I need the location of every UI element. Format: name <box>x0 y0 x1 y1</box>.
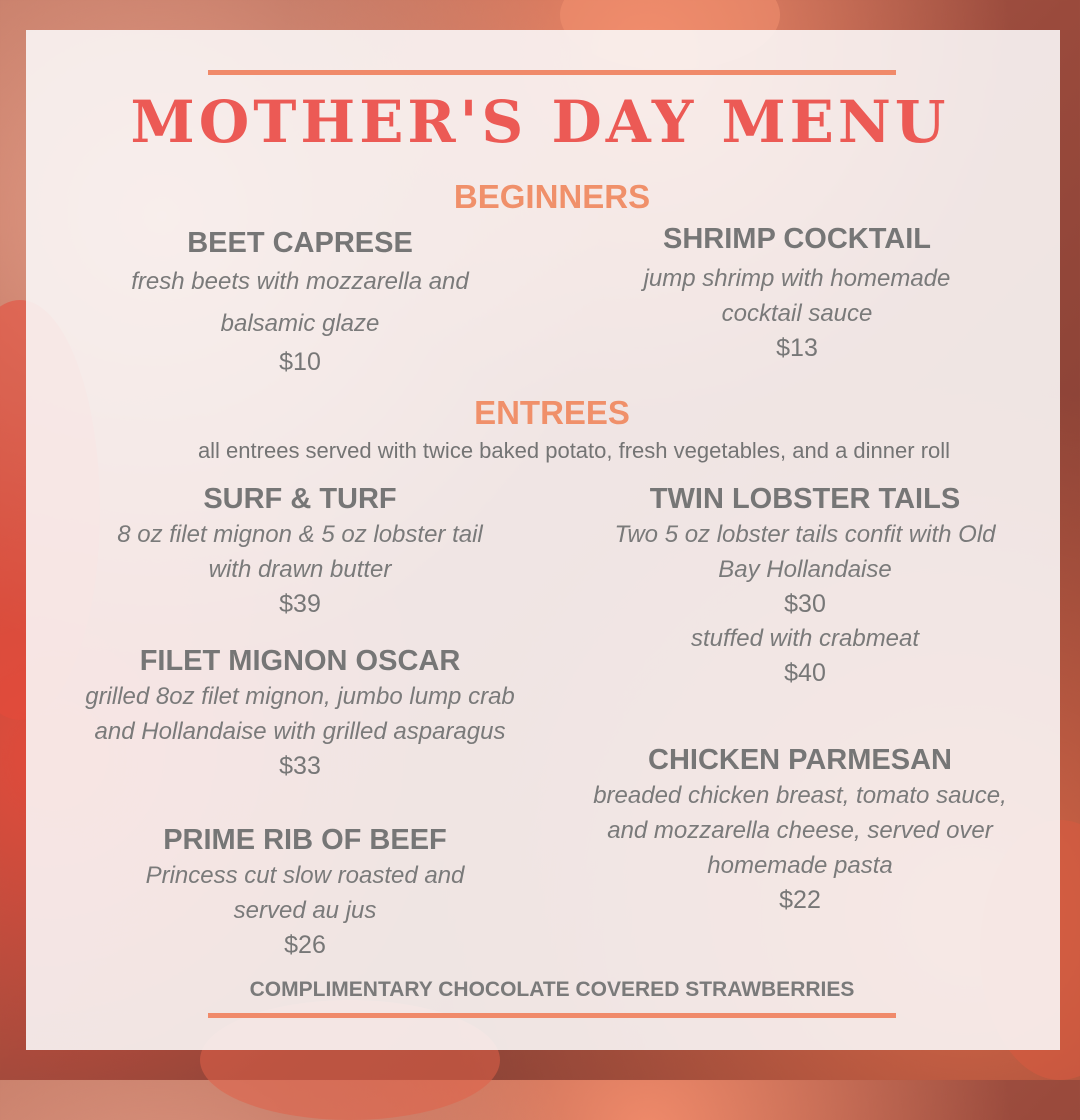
item-description: Princess cut slow roasted and served au jus <box>145 862 465 924</box>
item-addon-price: $40 <box>784 659 826 687</box>
item-name: SURF & TURF <box>203 483 397 515</box>
footer-note: COMPLIMENTARY CHOCOLATE COVERED STRAWBERRIES <box>249 978 855 1001</box>
item-description: fresh beets with mozzarella and balsamic glaze <box>131 268 469 337</box>
menu-item-prime-rib-of-beef <box>100 822 510 962</box>
entrees-note: all entrees served with twice baked potato, fresh vegetables, and a dinner roll <box>197 438 951 463</box>
top-divider <box>208 70 896 75</box>
bottom-divider <box>208 1013 896 1018</box>
menu-item-beet-caprese <box>100 225 500 379</box>
item-price: $39 <box>279 590 321 618</box>
item-price: $13 <box>776 334 818 362</box>
item-name: PRIME RIB OF BEEF <box>163 824 447 856</box>
item-price: $10 <box>279 348 321 376</box>
item-description: breaded chicken breast, tomato sauce, and mozzarella cheese, served over homemade pasta <box>593 782 1007 879</box>
item-name: TWIN LOBSTER TAILS <box>649 483 961 515</box>
menu-item-twin-lobster-tails <box>575 481 1035 690</box>
item-price: $26 <box>284 931 326 959</box>
menu-item-shrimp-cocktail <box>597 221 997 365</box>
item-description: grilled 8oz filet mignon, jumbo lump crab and Hollandaise with grilled asparagus <box>85 683 515 745</box>
item-description: Two 5 oz lobster tails confit with Old Bay Hollandaise <box>614 521 996 583</box>
item-name: FILET MIGNON OSCAR <box>139 645 461 677</box>
item-name: SHRIMP COCKTAIL <box>663 223 931 255</box>
item-price: $22 <box>779 886 821 914</box>
item-addon-description: stuffed with crabmeat <box>690 625 920 652</box>
item-name: CHICKEN PARMESAN <box>648 744 952 776</box>
menu-item-filet-mignon-oscar <box>40 643 560 783</box>
section-heading-beginners: BEGINNERS <box>453 178 651 215</box>
item-description: jump shrimp with homemade cocktail sauce <box>643 265 951 327</box>
menu-item-chicken-parmesan <box>560 742 1040 917</box>
item-name: BEET CAPRESE <box>187 227 413 259</box>
item-price: $30 <box>784 590 826 618</box>
item-description: 8 oz filet mignon & 5 oz lobster tail with drawn butter <box>117 521 483 583</box>
item-price: $33 <box>279 752 321 780</box>
menu-item-surf-and-turf <box>60 481 540 621</box>
section-heading-entrees: ENTREES <box>474 394 630 431</box>
menu-title: MOTHER'S DAY MENU <box>130 88 950 156</box>
